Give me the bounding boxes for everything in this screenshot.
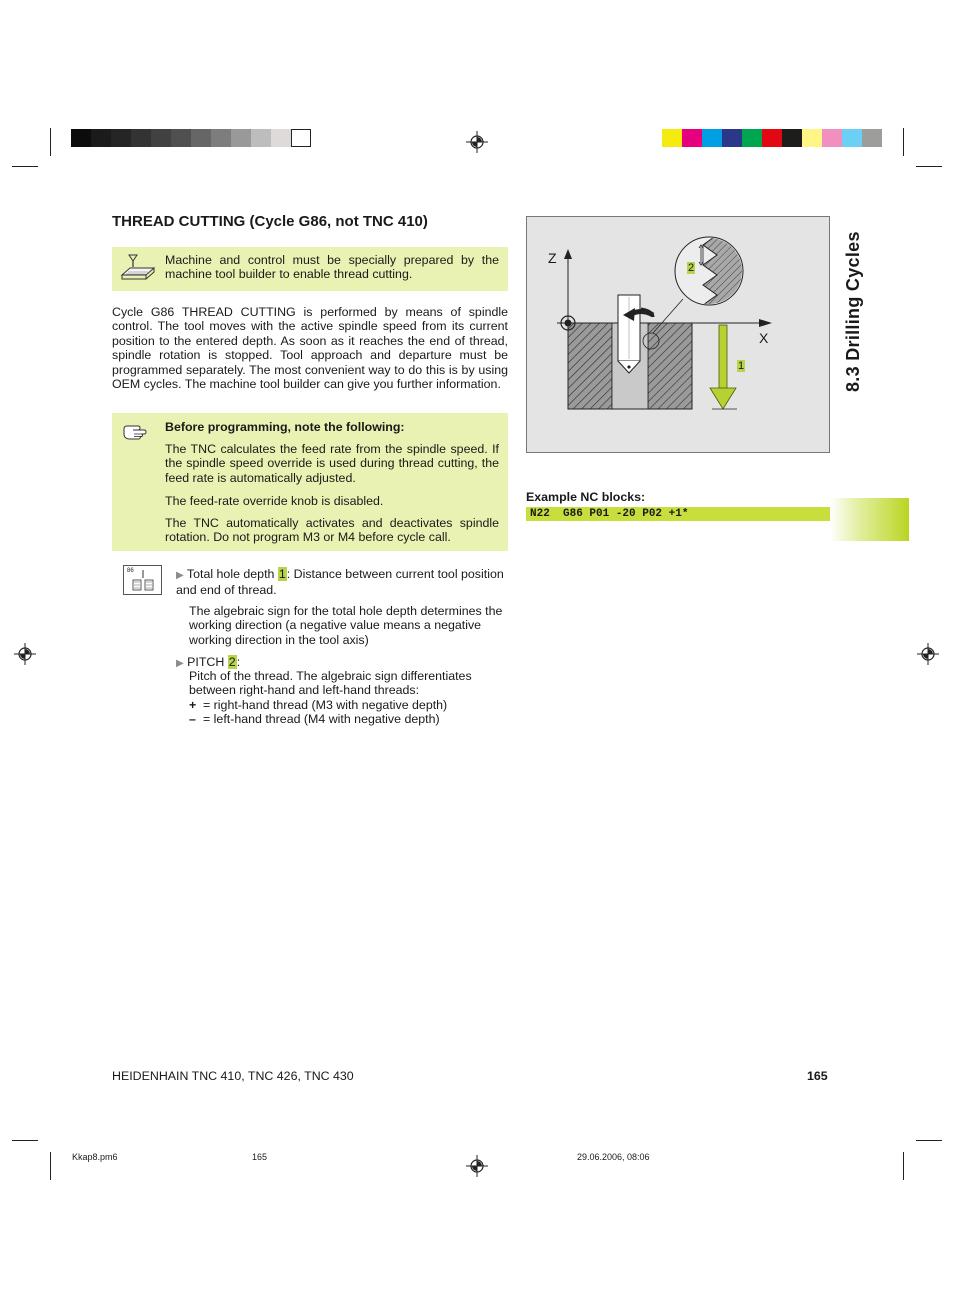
intro-paragraph: Cycle G86 THREAD CUTTING is performed by means of spindle control. The tool moves with the active spindle speed from its current position to the entered depth. As soon as it reaches the end of thread, spindle rotation is stopped. Tool approach and departure must be programmed separately. The most convenient way to do this is by using OEM cycles. The machine tool builder can give you further information.	[112, 305, 508, 392]
registration-mark-icon	[466, 131, 488, 153]
figure-marker-2: 2	[688, 262, 695, 274]
color-swatch	[251, 129, 271, 147]
color-swatch	[682, 129, 702, 147]
color-swatch	[91, 129, 111, 147]
programming-note-heading: Before programming, note the following:	[165, 420, 405, 434]
color-swatch	[842, 129, 862, 147]
footer-page-number: 165	[807, 1069, 828, 1083]
slug-page: 165	[252, 1152, 268, 1162]
param-depth-prefix: Total hole depth	[186, 567, 278, 581]
color-swatch	[111, 129, 131, 147]
programming-note	[112, 413, 508, 551]
param-depth-extra: The algebraic sign for the total hole depth determines the working direction (a negative value means a negative working direction in the tool axis)	[189, 604, 503, 647]
color-swatch	[291, 129, 311, 147]
slug-file: Kkap8.pm6	[72, 1152, 118, 1162]
color-swatch	[862, 129, 882, 147]
param-pitch-suffix: :	[236, 655, 241, 669]
crop-mark	[916, 1140, 942, 1141]
color-swatch	[822, 129, 842, 147]
sign-row	[189, 712, 508, 726]
color-swatch	[762, 129, 782, 147]
programming-note-paragraph: The feed-rate override knob is disabled.	[165, 494, 384, 508]
marker-1: 1	[278, 567, 286, 581]
figure-marker-1: 1	[738, 360, 745, 372]
color-swatch	[131, 129, 151, 147]
color-swatch	[71, 129, 91, 147]
registration-mark-icon	[466, 1155, 488, 1177]
axis-z-label: Z	[548, 250, 557, 266]
color-swatch	[171, 129, 191, 147]
slug-date: 29.06.2006, 08:06	[577, 1152, 650, 1162]
pointing-hand-icon	[122, 421, 150, 441]
sign-row	[189, 698, 508, 712]
registration-mark-icon	[917, 643, 939, 665]
example-label: Example NC blocks:	[526, 490, 646, 504]
crop-mark	[50, 1152, 51, 1180]
color-swatch	[782, 129, 802, 147]
param-depth-suffix: : Distance between current tool position and end of thread.	[176, 567, 504, 598]
programming-note-paragraph: The TNC automatically activates and deactivates spindle rotation. Do not program M3 or M4 before cycle call.	[165, 516, 499, 545]
machine-note-text: Machine and control must be specially prepared by the machine tool builder to enable thread cutting.	[165, 253, 499, 282]
marker-2: 2	[228, 655, 236, 669]
nc-code-block: N22 G86 P01 -20 P02 +1*	[526, 507, 830, 521]
section-title: THREAD CUTTING (Cycle G86, not TNC 410)	[112, 213, 428, 230]
thread-cutting-figure	[526, 216, 830, 453]
color-swatch	[662, 129, 682, 147]
sign-symbol: +	[189, 698, 197, 712]
color-swatch	[722, 129, 742, 147]
footer-product: HEIDENHAIN TNC 410, TNC 426, TNC 430	[112, 1069, 354, 1083]
crop-mark	[50, 128, 51, 156]
crop-mark	[916, 166, 942, 167]
param-pitch-prefix: PITCH	[187, 655, 228, 669]
color-swatch	[742, 129, 762, 147]
chapter-tab-label: 8.3 Drilling Cycles	[843, 231, 863, 392]
color-swatch	[211, 129, 231, 147]
sign-symbol: –	[189, 712, 196, 726]
color-swatch	[802, 129, 822, 147]
arrow-right-icon: ▶	[176, 658, 184, 669]
param-depth	[176, 567, 508, 598]
crop-mark	[903, 1152, 904, 1180]
crop-mark	[12, 166, 38, 167]
color-swatch	[702, 129, 722, 147]
color-swatch	[231, 129, 251, 147]
param-pitch-description: Pitch of the thread. The algebraic sign differentiates between right-hand and left-hand threads:	[189, 669, 472, 698]
color-swatch	[271, 129, 291, 147]
programming-note-paragraph: The TNC calculates the feed rate from the spindle speed. If the spindle speed override is used during thread cutting, the feed rate is automatically adjusted.	[165, 442, 499, 485]
crop-mark	[12, 1140, 38, 1141]
color-swatch	[191, 129, 211, 147]
machine-icon	[120, 253, 156, 283]
registration-mark-icon	[14, 643, 36, 665]
crop-mark	[903, 128, 904, 156]
cycle-86-softkey-icon[interactable]	[123, 565, 162, 595]
sign-text: = left-hand thread (M4 with negative depth)	[203, 712, 440, 726]
cycle-number: 86	[127, 568, 134, 574]
sign-text: = right-hand thread (M3 with negative depth)	[203, 698, 448, 712]
color-swatch	[151, 129, 171, 147]
arrow-right-icon: ▶	[176, 570, 184, 581]
chapter-tab	[830, 498, 909, 541]
machine-note	[112, 247, 508, 291]
axis-x-label: X	[759, 330, 769, 346]
